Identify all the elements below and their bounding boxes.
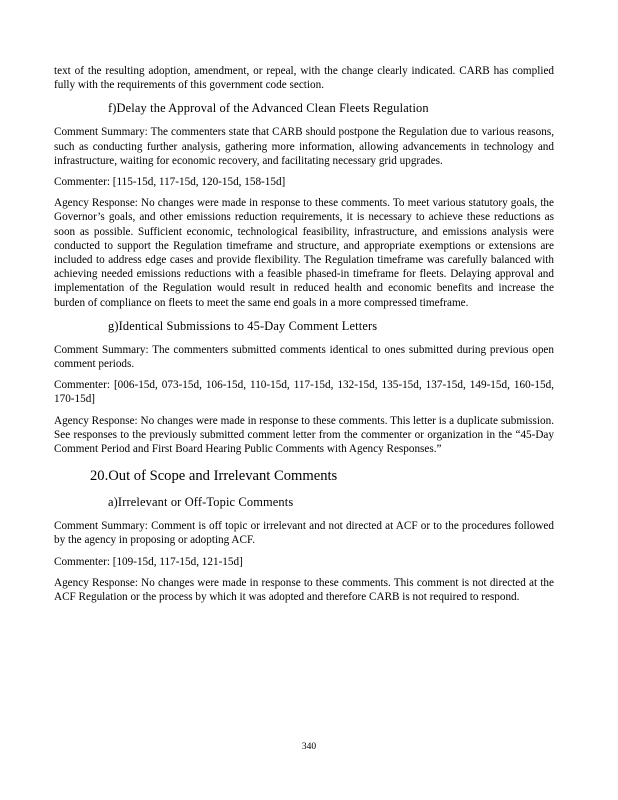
comment-summary-irrelevant: Comment Summary: Comment is off topic or irrelevant and not directed at ACF or to the procedures followed by the agency in proposing or adopting ACF. [54,520,554,547]
agency-response-irrelevant: Agency Response: No changes were made in response to these comments. This comment is not directed at the ACF Regulation or the process by which it was adopted and therefore CARB is not required to respond. [54,576,554,604]
commenter-list-delay: Commenter: [115-15d, 117-15d, 120-15d, 158-15d] [54,176,286,189]
intro-paragraph: text of the resulting adoption, amendment, or repeal, with the change clearly indicated. CARB has complied fully with the requirements of this government code section. [54,65,554,92]
page-content [54,64,554,611]
commenter-list-identical: Commenter: [006-15d, 073-15d, 106-15d, 110-15d, 117-15d, 132-15d, 135-15d, 137-15d, 149-15d, 160-15d, 170-15d] [54,379,554,406]
heading-delay-approval: f)Delay the Approval of the Advanced Clean Fleets Regulation [108,101,429,116]
agency-response-delay: Agency Response: No changes were made in response to these comments. To meet various statutory goals, the Governor’s goals, and other emissions reduction requirements, it is necessary to achieve these reductions as soon as possible. Sufficient economic, technological feasibility, infrastructure, and emissions analysis were conducted to support the Regulation timeframe and structure, and appropriate exemptions or extensions are included to address edge cases and provide flexibility. The Regulation timeframe was carefully balanced with achieving needed emissions reductions with a feasible phased-in timeframe for fleets. Delaying approval and implementation of the Regulation would result in reduced health and economic benefits and increase the burden of compliance on fleets to meet the same end goals in a more compressed timeframe. [54,197,554,309]
heading-identical-submissions: g)Identical Submissions to 45-Day Comment Letters [108,318,378,333]
comment-summary-delay: Comment Summary: The commenters state that CARB should postpone the Regulation due to various reasons, such as conducting further analysis, gathering more information, allowing advancements in technology and infrastructure, waiting for economic recovery, and facilitating necessary grid upgrades. [54,126,554,167]
commenter-list-irrelevant: Commenter: [109-15d, 117-15d, 121-15d] [54,555,243,568]
heading-out-of-scope: 20.Out of Scope and Irrelevant Comments [90,468,338,485]
heading-irrelevant-comments: a)Irrelevant or Off-Topic Comments [108,495,294,510]
page-number: 340 [301,742,317,752]
comment-summary-identical: Comment Summary: The commenters submitted comments identical to ones submitted during previous open comment periods. [54,343,554,371]
agency-response-identical: Agency Response: No changes were made in response to these comments. This letter is a duplicate submission. See responses to the previously submitted comment letter from the commenter or organization in the “45-Day Comment Period and First Board Hearing Public Comments with Agency Responses.” [54,414,554,456]
